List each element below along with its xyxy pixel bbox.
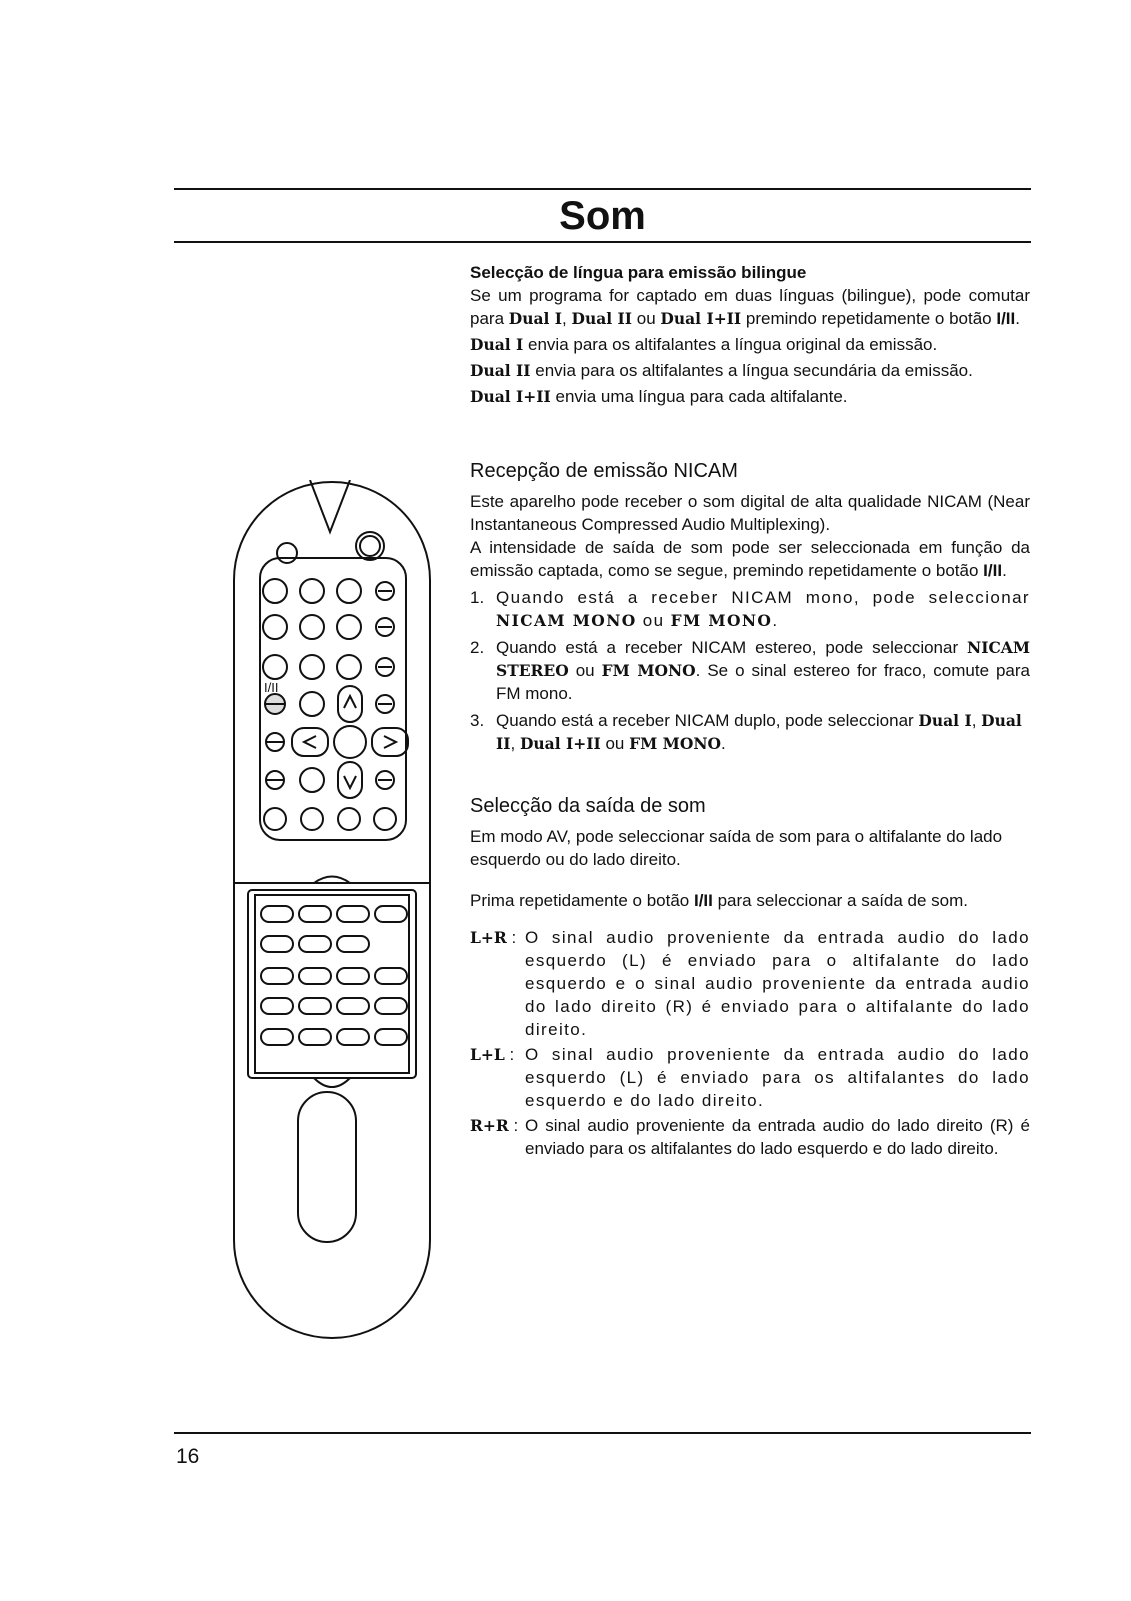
text-run: ou <box>600 734 630 753</box>
keyword: Dual I+II <box>519 734 601 753</box>
button-name: I/II <box>996 309 1016 328</box>
text-run: envia uma língua para cada altifalante. <box>550 387 848 406</box>
dual-ii-line <box>470 359 1030 382</box>
mode-r-r <box>470 1114 1030 1160</box>
text-run: ou <box>568 661 602 680</box>
output-modes-list <box>470 926 1030 1160</box>
text-run: ou <box>632 309 661 328</box>
text-run: . <box>1002 561 1007 580</box>
text-run: ou <box>636 611 671 630</box>
top-rule <box>174 188 1031 190</box>
keyword: Dual I+II <box>470 387 551 406</box>
text-run: . <box>721 734 726 753</box>
text-run: premindo repetidamente o botão <box>741 309 997 328</box>
text-run: , <box>562 309 572 328</box>
text-run: Quando está a receber NICAM duplo, pode seleccionar <box>496 711 919 730</box>
keyword: L+R <box>470 928 507 947</box>
text-run: . Se o sinal estereo for fraco, comute para FM mono. <box>496 661 1030 703</box>
list-item <box>470 636 1030 705</box>
list-item <box>470 709 1030 755</box>
page-number: 16 <box>176 1445 200 1468</box>
item-text <box>496 709 1030 755</box>
keyword: NICAM STEREO <box>496 638 1030 680</box>
dual-i-ii-line <box>470 385 1030 408</box>
remote-buttons <box>261 532 408 1045</box>
page-title: Som <box>559 194 646 238</box>
keyword: FM MONO <box>601 661 696 680</box>
bilingual-paragraph <box>470 284 1030 330</box>
separator: : <box>508 1116 519 1135</box>
mode-l-r <box>470 926 1030 1041</box>
text-run: Se um programa for captado em duas línguas (bilingue), pode comutar para <box>470 286 1030 328</box>
text-run: . <box>772 611 779 630</box>
item-number: 1. <box>470 588 485 607</box>
separator: : <box>506 928 517 947</box>
keyword: NICAM MONO <box>496 611 637 630</box>
keyword: Dual I <box>918 711 972 730</box>
remote-body-outline <box>234 482 430 1338</box>
keyword: FM MONO <box>629 734 721 753</box>
dual-i-line <box>470 333 1030 356</box>
keyword: Dual I+II <box>660 309 742 328</box>
keyword: R+R <box>470 1116 509 1135</box>
text-run: Prima repetidamente o botão <box>470 891 694 910</box>
text-run: Quando está a receber NICAM mono, pode seleccionar <box>496 588 1030 607</box>
mode-term <box>470 1043 525 1112</box>
remote-control-illustration <box>232 480 432 1340</box>
nicam-heading: Recepção de emissão NICAM <box>470 460 738 482</box>
text-run: , <box>971 711 982 730</box>
button-name: I/II <box>693 891 713 910</box>
button-name: I/II <box>983 561 1003 580</box>
sound-output-section <box>470 793 1030 1160</box>
keyword: Dual II <box>496 711 1022 753</box>
keyword: L+L <box>470 1045 505 1064</box>
mode-term <box>470 1114 525 1160</box>
bottom-rule <box>174 1432 1031 1434</box>
keyword: Dual I <box>508 309 563 328</box>
remote-label-i-ii: I/II <box>264 680 279 695</box>
item-number: 3. <box>470 711 485 730</box>
keyword: Dual II <box>470 361 531 380</box>
nicam-section <box>470 458 1030 755</box>
mode-description: O sinal audio proveniente da entrada audio do lado esquerdo (L) é enviado para os altifalantes do lado esquerdo e do lado direito. <box>525 1045 1030 1110</box>
output-intro: Em modo AV, pode seleccionar saída de som para o altifalante do lado esquerdo ou do lado direito. <box>470 827 1003 869</box>
text-run: para seleccionar a saída de som. <box>712 891 969 910</box>
text-run: envia para os altifalantes a língua secundária da emissão. <box>530 361 973 380</box>
keyword: FM MONO <box>670 611 773 630</box>
mode-description: O sinal audio proveniente da entrada audio do lado direito (R) é enviado para os altifalantes do lado esquerdo e do lado direito. <box>525 1116 1030 1158</box>
mode-l-l <box>470 1043 1030 1112</box>
bilingual-heading: Selecção de língua para emissão bilingue <box>470 263 807 282</box>
text-column <box>470 262 1030 1162</box>
nicam-level-paragraph <box>470 536 1030 582</box>
mode-term <box>470 926 525 1041</box>
list-item <box>470 586 1030 632</box>
nicam-options-list <box>470 586 1030 755</box>
text-run: Quando está a receber NICAM estereo, pode seleccionar <box>496 638 968 657</box>
output-instruction <box>470 889 1030 912</box>
title-rule <box>174 241 1031 243</box>
item-number: 2. <box>470 638 485 657</box>
battery-cover-icon <box>298 1092 356 1242</box>
text-run: . <box>1015 309 1020 328</box>
nicam-intro: Este aparelho pode receber o som digital de alta qualidade NICAM (Near Instantaneous Compressed Audio Multiplexing). <box>470 492 1030 534</box>
mode-description: O sinal audio proveniente da entrada audio do lado esquerdo (L) é enviado para o altifalante do lado esquerdo e o sinal audio proveniente da entrada audio do lado direito (R) é enviado para o altifalante do lado direito. <box>525 928 1030 1039</box>
output-heading: Selecção da saída de som <box>470 795 706 817</box>
separator: : <box>504 1045 515 1064</box>
bilingual-section <box>470 262 1030 408</box>
text-run: envia para os altifalantes a língua original da emissão. <box>523 335 938 354</box>
item-text <box>496 636 1030 705</box>
item-text <box>496 586 1030 632</box>
ir-window-icon <box>310 480 350 532</box>
text-run: A intensidade de saída de som pode ser seleccionada em função da emissão captada, como se segue, premindo repetidamente o botão <box>470 538 1030 580</box>
keyword: Dual II <box>571 309 633 328</box>
keyword: Dual I <box>470 335 524 354</box>
text-run: , <box>510 734 520 753</box>
